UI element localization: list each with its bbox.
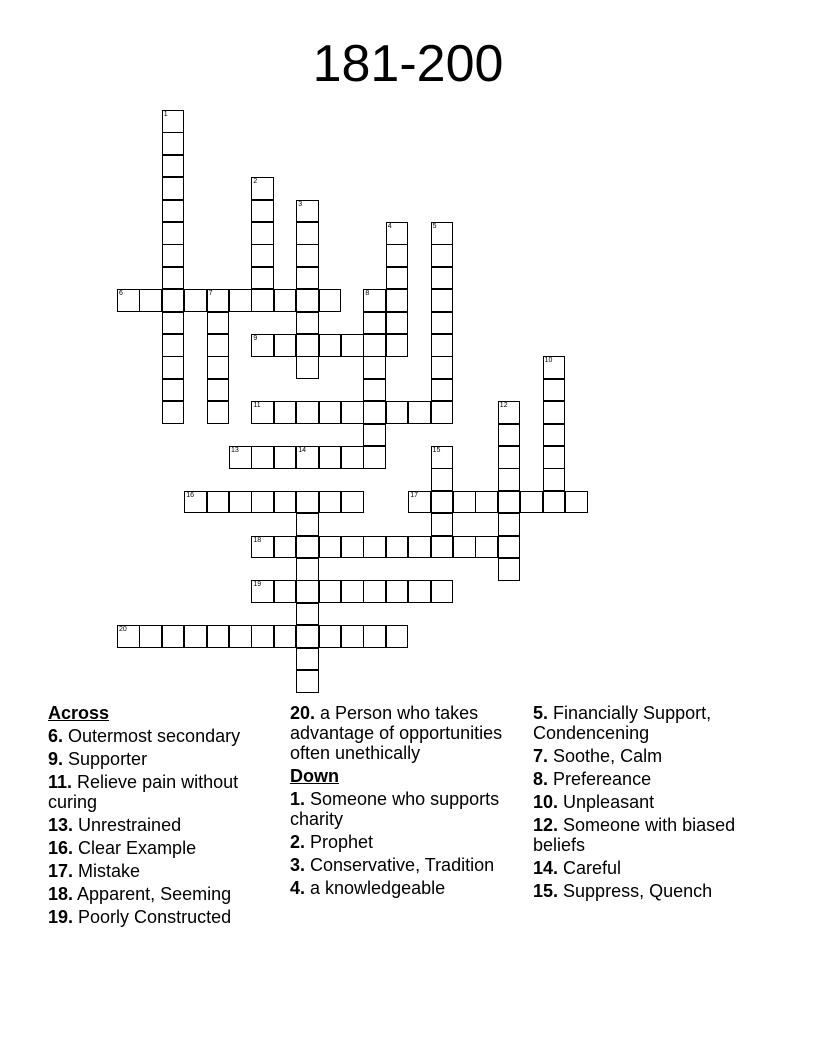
grid-cell[interactable] bbox=[251, 401, 274, 424]
grid-cell[interactable] bbox=[408, 580, 431, 603]
grid-cell[interactable] bbox=[498, 513, 521, 536]
grid-cell[interactable] bbox=[229, 625, 252, 648]
grid-cell[interactable] bbox=[207, 625, 230, 648]
grid-cell[interactable] bbox=[498, 536, 521, 559]
clue-item-number: 8. bbox=[533, 769, 549, 789]
grid-cell[interactable] bbox=[543, 468, 566, 491]
grid-cell[interactable] bbox=[408, 401, 431, 424]
grid-cell[interactable] bbox=[296, 580, 319, 603]
grid-cell[interactable] bbox=[363, 379, 386, 402]
grid-cell[interactable] bbox=[296, 334, 319, 357]
clue-number: 13 bbox=[231, 447, 239, 454]
clue-item-text: Prefereance bbox=[548, 769, 652, 789]
clue-item-text: Relieve pain without curing bbox=[48, 772, 239, 812]
grid-cell[interactable] bbox=[296, 401, 319, 424]
grid-cell[interactable] bbox=[139, 289, 162, 312]
grid-cell[interactable] bbox=[184, 625, 207, 648]
grid-cell[interactable] bbox=[274, 334, 297, 357]
grid-cell[interactable] bbox=[498, 491, 521, 514]
grid-cell[interactable] bbox=[431, 222, 454, 245]
grid-cell[interactable] bbox=[184, 491, 207, 514]
grid-cell[interactable] bbox=[543, 446, 566, 469]
down-clue-list bbox=[290, 789, 522, 898]
clue-item bbox=[533, 792, 773, 812]
clue-item bbox=[48, 815, 278, 835]
clue-item-text: Financially Support, Condencening bbox=[533, 703, 712, 743]
grid-cell[interactable] bbox=[162, 222, 185, 245]
grid-cell[interactable] bbox=[162, 379, 185, 402]
clue-item-number: 16. bbox=[48, 838, 74, 858]
grid-cell[interactable] bbox=[431, 401, 454, 424]
clue-item bbox=[48, 838, 278, 858]
grid-cell[interactable] bbox=[363, 424, 386, 447]
clue-number: 20 bbox=[119, 626, 127, 634]
clue-item bbox=[290, 789, 522, 829]
grid-cell[interactable] bbox=[319, 625, 342, 648]
clue-item bbox=[533, 746, 773, 766]
grid-cell[interactable] bbox=[341, 446, 364, 469]
clue-item-text: Unpleasant bbox=[558, 792, 655, 812]
grid-cell[interactable] bbox=[386, 244, 409, 267]
clue-item-number: 13. bbox=[48, 815, 74, 835]
clue-item-text: Someone who supports charity bbox=[290, 789, 500, 829]
clue-item bbox=[48, 861, 278, 881]
grid-cell[interactable] bbox=[363, 334, 386, 357]
clue-number: 11 bbox=[253, 402, 261, 410]
grid-cell[interactable] bbox=[341, 491, 364, 514]
clue-item-text: Clear Example bbox=[73, 838, 197, 858]
clue-item-number: 4. bbox=[290, 878, 306, 898]
clue-number: 6 bbox=[119, 290, 123, 298]
clue-item-text: Outermost secondary bbox=[63, 726, 241, 746]
grid-cell[interactable] bbox=[162, 244, 185, 267]
grid-cell[interactable] bbox=[274, 491, 297, 514]
clue-item-number: 12. bbox=[533, 815, 559, 835]
grid-cell[interactable] bbox=[251, 491, 274, 514]
grid-cell[interactable] bbox=[431, 267, 454, 290]
clue-item-number: 7. bbox=[533, 746, 549, 766]
grid-cell[interactable] bbox=[296, 625, 319, 648]
grid-cell[interactable] bbox=[296, 289, 319, 312]
grid-cell[interactable] bbox=[341, 625, 364, 648]
grid-cell[interactable] bbox=[229, 289, 252, 312]
clue-item-number: 14. bbox=[533, 858, 559, 878]
grid-cell[interactable] bbox=[431, 379, 454, 402]
clue-number: 3 bbox=[298, 200, 303, 208]
clue-item bbox=[533, 881, 773, 901]
grid-cell[interactable] bbox=[251, 267, 274, 290]
grid-cell[interactable] bbox=[251, 446, 274, 469]
grid-cell[interactable] bbox=[386, 334, 409, 357]
clue-number: 1 bbox=[163, 111, 168, 118]
grid-cell[interactable] bbox=[363, 312, 386, 335]
grid-cell[interactable] bbox=[363, 625, 386, 648]
grid-cell[interactable] bbox=[319, 446, 342, 469]
across-clue-list bbox=[48, 726, 278, 927]
grid-cell[interactable] bbox=[475, 491, 498, 514]
grid-cell[interactable] bbox=[274, 625, 297, 648]
grid-cell[interactable] bbox=[498, 468, 521, 491]
grid-cell[interactable] bbox=[296, 536, 319, 559]
grid-cell[interactable] bbox=[296, 244, 319, 267]
grid-cell[interactable] bbox=[319, 334, 342, 357]
grid-cell[interactable] bbox=[363, 289, 386, 312]
clue-item bbox=[48, 772, 278, 812]
grid-cell[interactable] bbox=[162, 132, 185, 155]
grid-cell[interactable] bbox=[251, 536, 274, 559]
grid-cell[interactable] bbox=[386, 625, 409, 648]
clue-number: 14 bbox=[298, 447, 306, 454]
grid-cell[interactable] bbox=[363, 446, 386, 469]
clue-number: 8 bbox=[365, 290, 370, 298]
grid-cell[interactable] bbox=[408, 491, 431, 514]
grid-cell[interactable] bbox=[251, 289, 274, 312]
clue-item-number: 15. bbox=[533, 881, 559, 901]
grid-cell[interactable] bbox=[162, 334, 185, 357]
grid-cell[interactable] bbox=[162, 401, 185, 424]
grid-cell[interactable] bbox=[431, 312, 454, 335]
grid-cell[interactable] bbox=[431, 334, 454, 357]
clue-item bbox=[290, 878, 522, 898]
grid-cell[interactable] bbox=[296, 491, 319, 514]
grid-cell[interactable] bbox=[408, 536, 431, 559]
grid-cell[interactable] bbox=[251, 200, 274, 223]
grid-cell[interactable] bbox=[296, 200, 319, 223]
across-heading: Across bbox=[48, 703, 110, 723]
clue-item-number: 20. bbox=[290, 703, 316, 723]
down-clue-list-continued bbox=[533, 703, 773, 901]
grid-cell[interactable] bbox=[453, 536, 476, 559]
grid-cell[interactable] bbox=[274, 401, 297, 424]
clue-item-text: Soothe, Calm bbox=[548, 746, 663, 766]
grid-cell[interactable] bbox=[341, 536, 364, 559]
clue-number: 19 bbox=[253, 581, 262, 589]
clue-item-number: 17. bbox=[48, 861, 74, 881]
grid-cell[interactable] bbox=[543, 356, 566, 379]
grid-cell[interactable] bbox=[274, 580, 297, 603]
grid-cell[interactable] bbox=[319, 491, 342, 514]
clue-item bbox=[48, 749, 278, 769]
grid-cell[interactable] bbox=[162, 110, 185, 133]
grid-cell[interactable] bbox=[431, 356, 454, 379]
grid-cell[interactable] bbox=[296, 558, 319, 581]
clue-number: 15 bbox=[432, 447, 441, 454]
clue-item bbox=[533, 703, 773, 743]
clue-item-text: Apparent, Seeming bbox=[73, 884, 232, 904]
grid-cell[interactable] bbox=[296, 222, 319, 245]
clue-number: 10 bbox=[544, 357, 553, 365]
grid-cell[interactable] bbox=[319, 401, 342, 424]
clue-item bbox=[48, 884, 278, 904]
grid-cell[interactable] bbox=[341, 334, 364, 357]
grid-cell[interactable] bbox=[162, 625, 185, 648]
clue-item bbox=[533, 815, 773, 855]
grid-cell[interactable] bbox=[207, 379, 230, 402]
clue-item-number: 10. bbox=[533, 792, 559, 812]
clue-item bbox=[48, 907, 278, 927]
grid-cell[interactable] bbox=[207, 401, 230, 424]
grid-cell[interactable] bbox=[363, 536, 386, 559]
clue-item-number: 6. bbox=[48, 726, 64, 746]
grid-cell[interactable] bbox=[274, 536, 297, 559]
grid-cell[interactable] bbox=[251, 177, 274, 200]
grid-cell[interactable] bbox=[431, 536, 454, 559]
grid-cell[interactable] bbox=[162, 267, 185, 290]
clue-item-number: 2. bbox=[290, 832, 306, 852]
grid-cell[interactable] bbox=[296, 356, 319, 379]
grid-cell[interactable] bbox=[296, 312, 319, 335]
clue-item bbox=[533, 858, 773, 878]
grid-cell[interactable] bbox=[207, 289, 230, 312]
clue-item-text: a Person who takes advantage of opportunities often unethically bbox=[290, 703, 503, 763]
grid-cell[interactable] bbox=[229, 491, 252, 514]
grid-cell[interactable] bbox=[296, 513, 319, 536]
grid-cell[interactable] bbox=[162, 200, 185, 223]
grid-cell[interactable] bbox=[251, 244, 274, 267]
grid-cell[interactable] bbox=[386, 580, 409, 603]
grid-cell[interactable] bbox=[498, 401, 521, 424]
grid-cell[interactable] bbox=[431, 289, 454, 312]
grid-cell[interactable] bbox=[296, 603, 319, 626]
grid-cell[interactable] bbox=[386, 222, 409, 245]
grid-cell[interactable] bbox=[162, 177, 185, 200]
grid-cell[interactable] bbox=[229, 446, 252, 469]
clue-item-text: Suppress, Quench bbox=[558, 881, 713, 901]
grid-cell[interactable] bbox=[498, 446, 521, 469]
grid-cell[interactable] bbox=[207, 356, 230, 379]
grid-cell[interactable] bbox=[498, 558, 521, 581]
clue-item-text: Poorly Constructed bbox=[73, 907, 232, 927]
grid-cell[interactable] bbox=[296, 267, 319, 290]
grid-cell[interactable] bbox=[431, 468, 454, 491]
grid-cell[interactable] bbox=[453, 491, 476, 514]
grid-cell[interactable] bbox=[139, 625, 162, 648]
grid-cell[interactable] bbox=[431, 513, 454, 536]
grid-cell[interactable] bbox=[251, 625, 274, 648]
clue-item-text: Mistake bbox=[73, 861, 141, 881]
grid-cell[interactable] bbox=[162, 356, 185, 379]
clue-item bbox=[48, 726, 278, 746]
grid-cell[interactable] bbox=[207, 334, 230, 357]
clue-item-number: 18. bbox=[48, 884, 74, 904]
grid-cell[interactable] bbox=[520, 491, 543, 514]
clue-item-number: 9. bbox=[48, 749, 64, 769]
grid-cell[interactable] bbox=[431, 580, 454, 603]
grid-cell[interactable] bbox=[341, 401, 364, 424]
grid-cell[interactable] bbox=[363, 356, 386, 379]
clue-number: 16 bbox=[186, 491, 194, 499]
clue-number: 7 bbox=[208, 290, 213, 298]
grid-cell[interactable] bbox=[363, 401, 386, 424]
clue-item-text: Prophet bbox=[305, 832, 374, 852]
page-title: 181-200 bbox=[312, 35, 504, 93]
clue-item-text: Supporter bbox=[63, 749, 148, 769]
grid-cell[interactable] bbox=[431, 491, 454, 514]
grid-cell[interactable] bbox=[207, 312, 230, 335]
across-clue-list-continued bbox=[290, 703, 522, 763]
grid-cell[interactable] bbox=[319, 289, 342, 312]
grid-cell[interactable] bbox=[363, 580, 386, 603]
grid-cell[interactable] bbox=[431, 244, 454, 267]
clue-item-text: Conservative, Tradition bbox=[305, 855, 495, 875]
down-heading: Down bbox=[290, 766, 339, 786]
grid-cell[interactable] bbox=[475, 536, 498, 559]
grid-cell[interactable] bbox=[251, 222, 274, 245]
clue-item-number: 11. bbox=[48, 772, 73, 792]
grid-cell[interactable] bbox=[341, 580, 364, 603]
grid-cell[interactable] bbox=[319, 536, 342, 559]
clue-item bbox=[290, 703, 522, 763]
grid-cell[interactable] bbox=[162, 155, 185, 178]
grid-cell[interactable] bbox=[251, 334, 274, 357]
clue-number: 18 bbox=[253, 536, 262, 544]
grid-cell[interactable] bbox=[162, 289, 185, 312]
clue-item bbox=[290, 855, 522, 875]
grid-cell[interactable] bbox=[386, 312, 409, 335]
clue-item-text: Unrestrained bbox=[73, 815, 182, 835]
grid-cell[interactable] bbox=[296, 446, 319, 469]
clue-number: 9 bbox=[253, 335, 258, 342]
clue-item-text: a knowledgeable bbox=[305, 878, 446, 898]
grid-cell[interactable] bbox=[565, 491, 588, 514]
grid-cell[interactable] bbox=[296, 648, 319, 671]
clue-item-number: 3. bbox=[290, 855, 306, 875]
grid-cell[interactable] bbox=[274, 446, 297, 469]
grid-cell[interactable] bbox=[184, 289, 207, 312]
grid-cell[interactable] bbox=[386, 401, 409, 424]
clue-number: 2 bbox=[253, 178, 258, 186]
clues-column-2 bbox=[290, 703, 522, 901]
grid-cell[interactable] bbox=[207, 491, 230, 514]
grid-cell[interactable] bbox=[319, 580, 342, 603]
grid-cell[interactable] bbox=[543, 424, 566, 447]
clue-item-number: 1. bbox=[290, 789, 306, 809]
grid-cell[interactable] bbox=[274, 289, 297, 312]
grid-cell[interactable] bbox=[386, 267, 409, 290]
grid-cell[interactable] bbox=[117, 625, 140, 648]
clue-item-text: Careful bbox=[558, 858, 622, 878]
grid-cell[interactable] bbox=[543, 491, 566, 514]
grid-cell[interactable] bbox=[386, 289, 409, 312]
clue-number: 4 bbox=[387, 223, 392, 230]
grid-cell[interactable] bbox=[117, 289, 140, 312]
grid-cell[interactable] bbox=[251, 580, 274, 603]
grid-cell[interactable] bbox=[296, 670, 319, 693]
clue-number: 12 bbox=[499, 402, 508, 410]
grid-cell[interactable] bbox=[543, 379, 566, 402]
clue-item bbox=[290, 832, 522, 852]
clue-number: 17 bbox=[410, 491, 418, 499]
clue-item bbox=[533, 769, 773, 789]
clues-column-1 bbox=[48, 703, 278, 930]
clue-number: 5 bbox=[432, 223, 437, 230]
grid-cell[interactable] bbox=[498, 424, 521, 447]
clue-item-text: Someone with biased beliefs bbox=[533, 815, 736, 855]
grid-cell[interactable] bbox=[543, 401, 566, 424]
grid-cell[interactable] bbox=[162, 312, 185, 335]
clues-column-3 bbox=[533, 703, 773, 904]
clue-item-number: 19. bbox=[48, 907, 74, 927]
clue-item-number: 5. bbox=[533, 703, 549, 723]
grid-cell[interactable] bbox=[431, 446, 454, 469]
grid-cell[interactable] bbox=[386, 536, 409, 559]
